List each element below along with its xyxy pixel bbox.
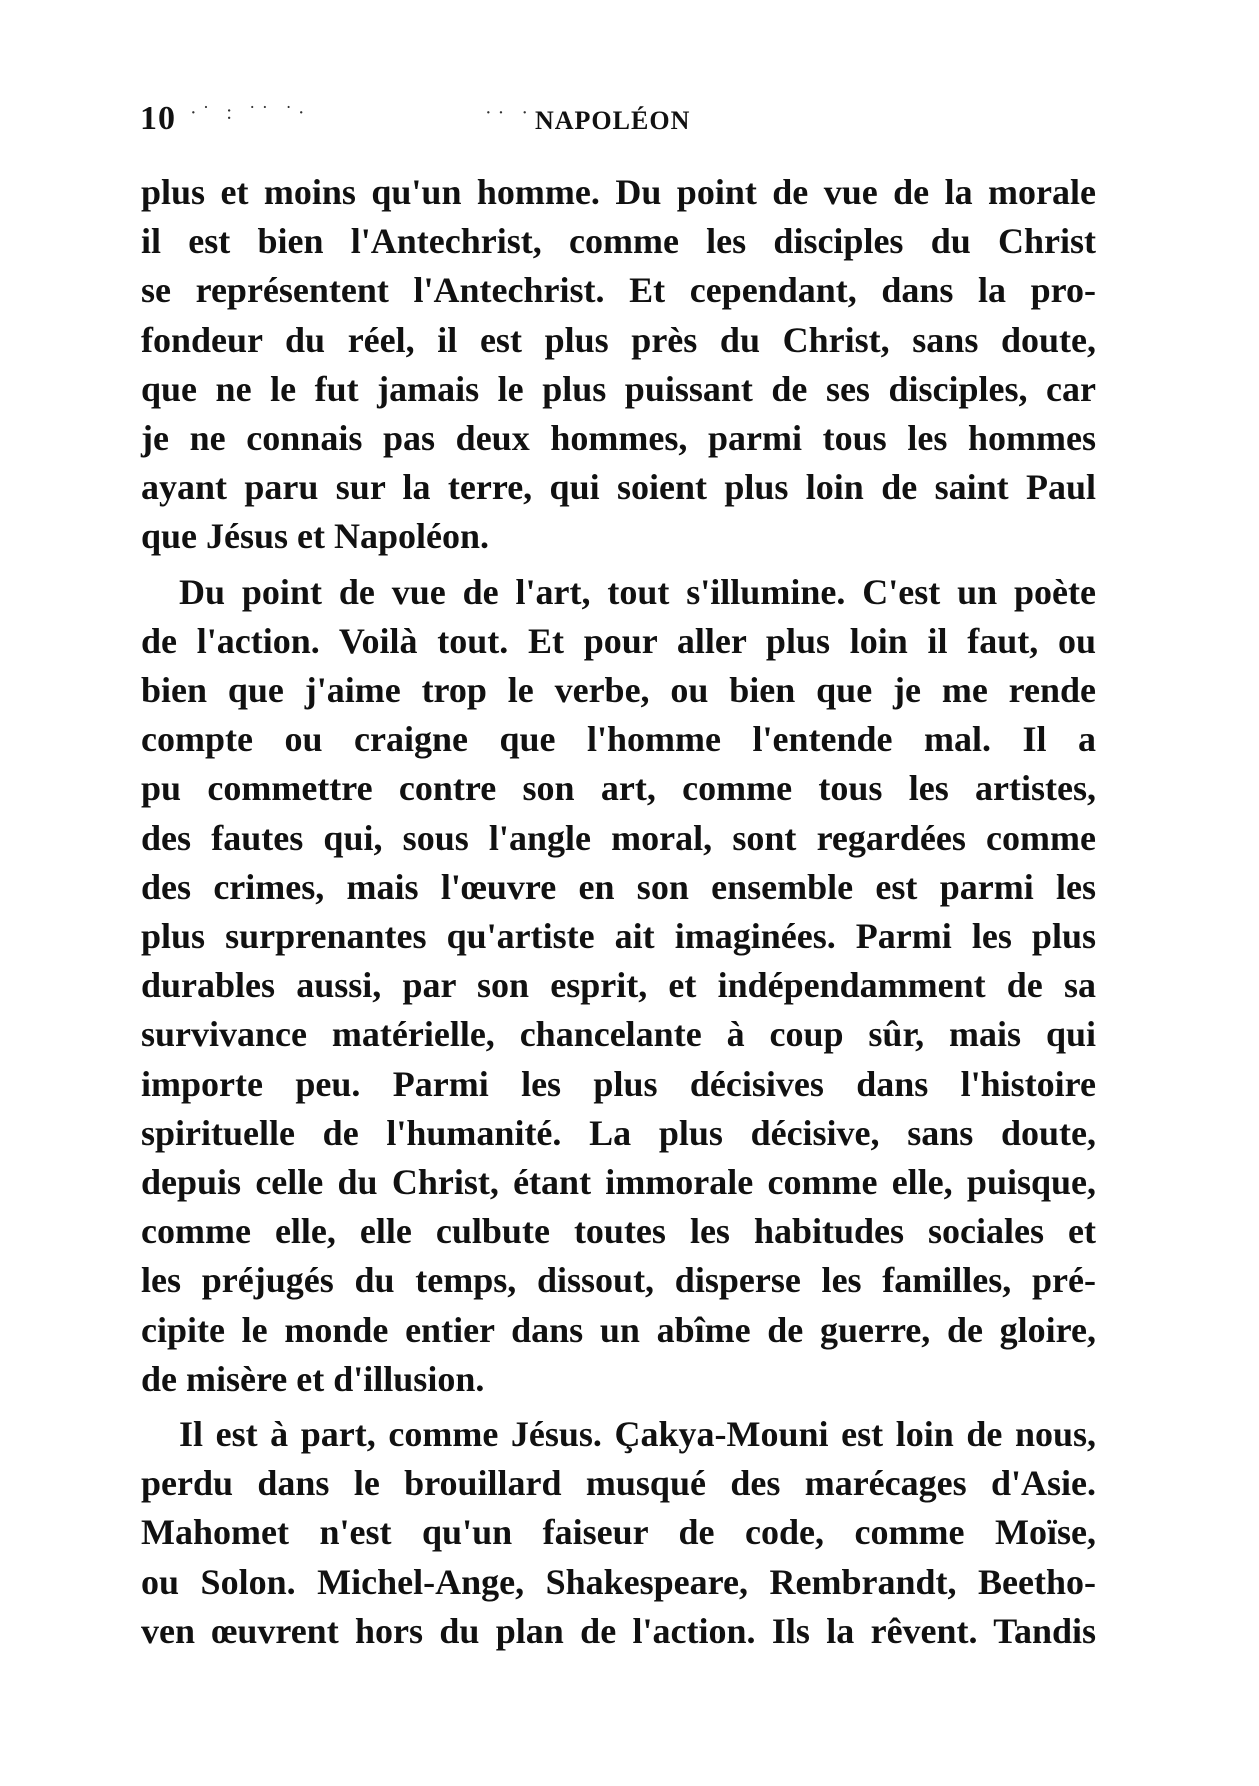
text-line: des crimes, mais l'œuvre en son ensemble est parmi les	[141, 866, 1096, 907]
text-line: depuis celle du Christ, étant immorale comme elle, puisque,	[141, 1162, 1096, 1203]
text-line: durables aussi, par son esprit, et indépendamment de sa	[141, 965, 1096, 1006]
text-line: de misère et d'illusion.	[141, 1358, 485, 1399]
text-line: Du point de vue de l'art, tout s'illumine. C'est un poète	[179, 571, 1096, 612]
text-line: les préjugés du temps, dissout, disperse les familles, pré-	[141, 1260, 1096, 1301]
text-line: ayant paru sur la terre, qui soient plus loin de saint Paul	[141, 467, 1096, 508]
text-line: ven œuvrent hors du plan de l'action. Ils la rêvent. Tandis	[141, 1610, 1096, 1651]
text-line: compte ou craigne que l'homme l'entende mal. Il a	[141, 719, 1096, 760]
text-line: plus surprenantes qu'artiste ait imaginées. Parmi les plus	[141, 916, 1096, 957]
text-line: que ne le fut jamais le plus puissant de ses disciples, car	[141, 368, 1096, 409]
text-line: Mahomet n'est qu'un faiseur de code, comme Moïse,	[141, 1512, 1096, 1553]
text-line: perdu dans le brouillard musqué des marécages d'Asie.	[141, 1463, 1096, 1504]
text-line: que Jésus et Napoléon.	[141, 516, 490, 557]
text-line: pu commettre contre son art, comme tous les artistes,	[141, 768, 1096, 809]
running-title: NAPOLÉON	[535, 106, 691, 135]
text-line: comme elle, elle culbute toutes les habitudes sociales et	[141, 1211, 1096, 1252]
text-line: ou Solon. Michel-Ange, Shakespeare, Rembrandt, Beetho-	[141, 1561, 1096, 1602]
paragraph-2	[141, 568, 1096, 1404]
text-line: il est bien l'Antechrist, comme les disciples du Christ	[141, 221, 1096, 262]
print-speckles: ·˙ : ˙˙ ˙·	[190, 102, 311, 124]
paragraph-1	[141, 168, 1096, 562]
text-line: de l'action. Voilà tout. Et pour aller plus loin il faut, ou	[141, 620, 1096, 661]
text-line: plus et moins qu'un homme. Du point de vue de la morale	[141, 172, 1096, 212]
text-line: importe peu. Parmi les plus décisives dans l'histoire	[141, 1063, 1096, 1104]
paragraph-3	[141, 1410, 1096, 1656]
page-number: 10	[140, 100, 176, 137]
text-line: fondeur du réel, il est plus près du Christ, sans doute,	[141, 319, 1096, 360]
text-line: se représentent l'Antechrist. Et cependant, dans la pro-	[141, 270, 1096, 311]
text-line: cipite le monde entier dans un abîme de guerre, de gloire,	[141, 1309, 1096, 1350]
text-line: des fautes qui, sous l'angle moral, sont regardées comme	[141, 817, 1096, 858]
body-text	[141, 168, 1096, 1656]
text-line: spirituelle de l'humanité. La plus décisive, sans doute,	[141, 1112, 1096, 1153]
running-head	[140, 100, 1090, 150]
text-line: survivance matérielle, chancelante à coup sûr, mais qui	[141, 1014, 1096, 1055]
text-line: bien que j'aime trop le verbe, ou bien que je me rende	[141, 670, 1096, 711]
text-line: Il est à part, comme Jésus. Çakya-Mouni est loin de nous,	[179, 1414, 1096, 1455]
print-speckles: ·· ·	[485, 102, 534, 124]
text-line: je ne connais pas deux hommes, parmi tous les hommes	[141, 418, 1096, 459]
